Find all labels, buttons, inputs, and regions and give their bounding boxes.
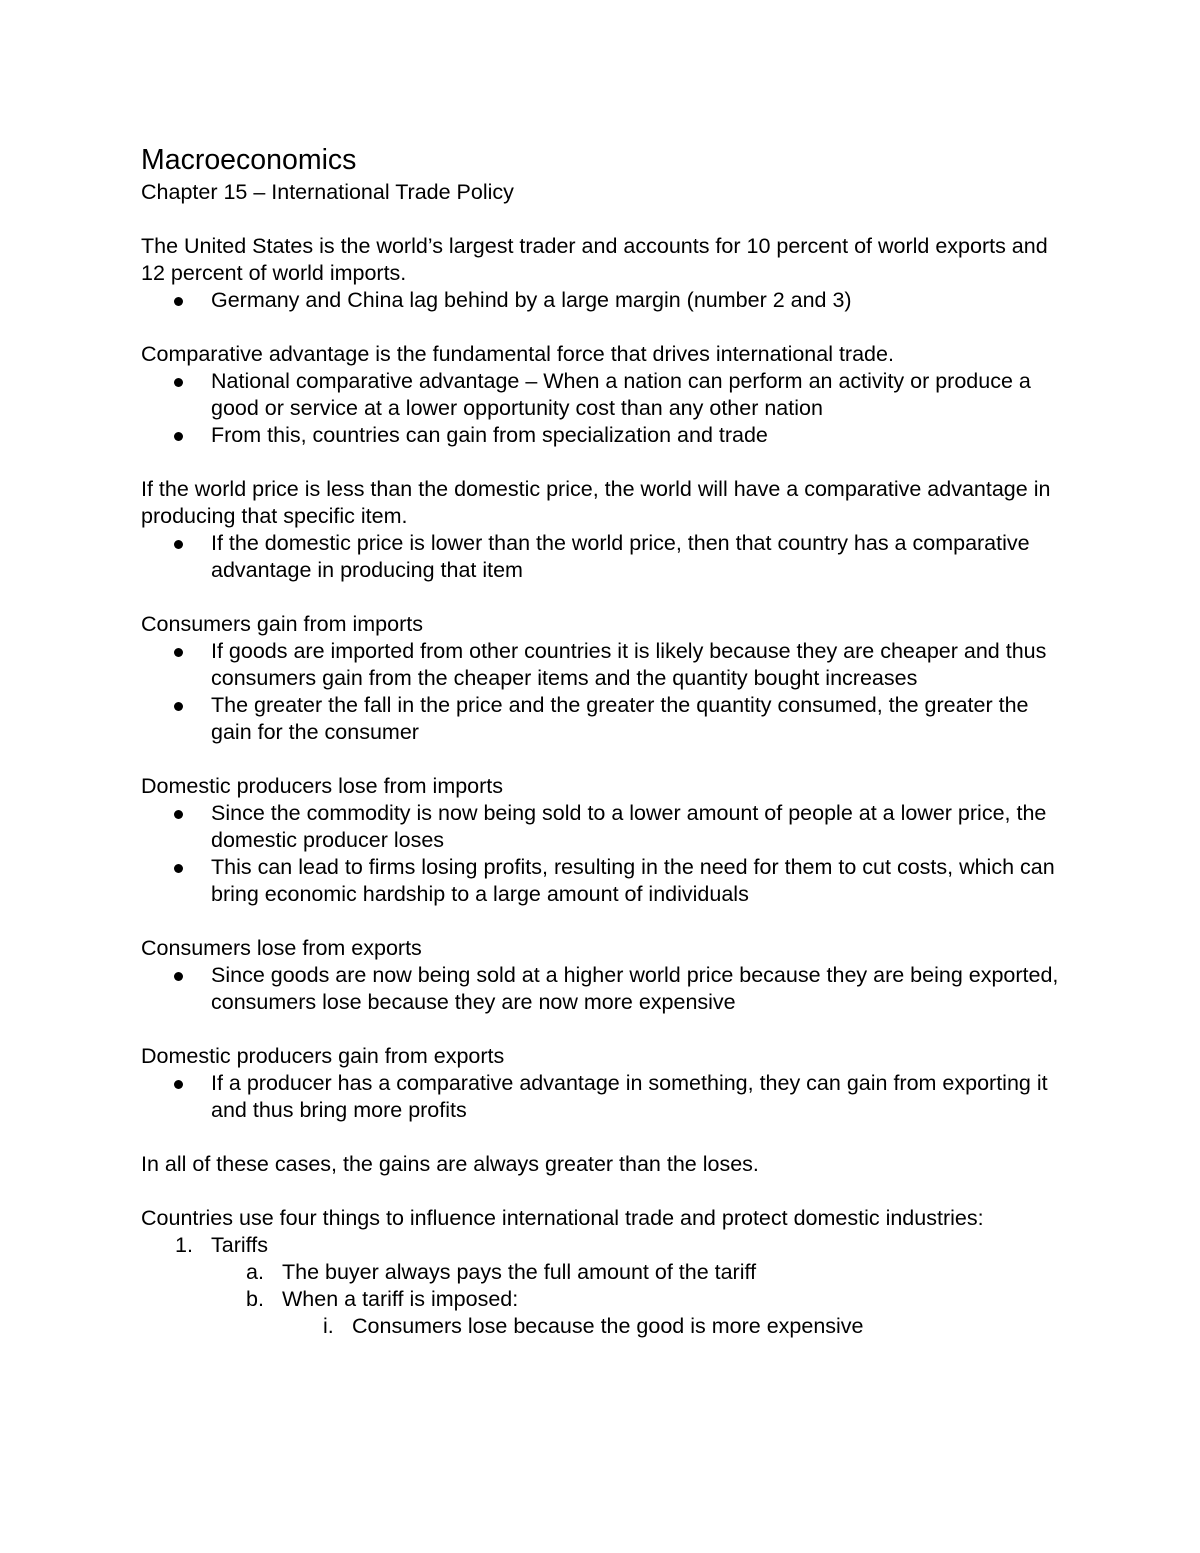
list-item (141, 800, 1061, 854)
blank-line (141, 584, 1061, 611)
list-item (141, 287, 1061, 314)
blank-line (141, 1124, 1061, 1151)
bullet-icon (174, 648, 183, 657)
bullet-icon (174, 864, 183, 873)
bullet-icon (174, 810, 183, 819)
bullet-icon (174, 972, 183, 981)
list-item-text: When a tariff is imposed: (282, 1287, 519, 1311)
section-intro: Consumers lose from exports (141, 936, 422, 960)
list-item-text: Tariffs (211, 1233, 268, 1257)
bullet-icon (174, 432, 183, 441)
list-item-text: This can lead to firms losing profits, resulting in the need for them to cut costs, which can bring economic hardship to a large amount of individuals (211, 855, 1055, 906)
list-item (141, 530, 1061, 584)
section-intro: Domestic producers gain from exports (141, 1044, 505, 1068)
list-item-text: National comparative advantage – When a nation can perform an activity or produce a good or service at a lower opportunity cost than any other nation (211, 369, 1031, 420)
list-item-text: Germany and China lag behind by a large margin (number 2 and 3) (211, 288, 852, 312)
summary-text: In all of these cases, the gains are always greater than the loses. (141, 1152, 759, 1176)
bullet-icon (174, 540, 183, 549)
blank-line (141, 746, 1061, 773)
list-item-text: The greater the fall in the price and the greater the quantity consumed, the greater the gain for the consumer (211, 693, 1029, 744)
document-content (141, 141, 1061, 1340)
list-item-text: If the domestic price is lower than the world price, then that country has a comparative advantage in producing that item (211, 531, 1030, 582)
section-intro: If the world price is less than the domestic price, the world will have a comparative advantage in producing that specific item. (141, 477, 1051, 528)
list-marker: i. (323, 1314, 334, 1338)
list-item (141, 368, 1061, 422)
blank-line (141, 206, 1061, 233)
list-item (141, 854, 1061, 908)
section-intro: Comparative advantage is the fundamental force that drives international trade. (141, 342, 894, 366)
bullet-icon (174, 378, 183, 387)
bullet-icon (174, 1080, 183, 1089)
list-item (141, 422, 1061, 449)
list-marker: 1. (175, 1233, 193, 1257)
list-item-text: If goods are imported from other countries it is likely because they are cheaper and thus consumers gain from the cheaper items and the quantity bought increases (211, 639, 1047, 690)
list-marker: b. (246, 1287, 264, 1311)
list-item (141, 962, 1061, 1016)
list-item-text: If a producer has a comparative advantage in something, they can gain from exporting it and thus bring more profits (211, 1071, 1048, 1122)
roman-list-item (141, 1313, 1061, 1340)
list-item-text: Since goods are now being sold at a higher world price because they are being exported, consumers lose because they are now more expensive (211, 963, 1059, 1014)
blank-line (141, 908, 1061, 935)
section-intro: Consumers gain from imports (141, 612, 423, 636)
list-marker: a. (246, 1260, 264, 1284)
blank-line (141, 1178, 1061, 1205)
section-intro: The United States is the world’s largest trader and accounts for 10 percent of world exports and 12 percent of world imports. (141, 234, 1048, 285)
document-title: Macroeconomics (141, 144, 357, 176)
section-intro: Domestic producers lose from imports (141, 774, 504, 798)
numbered-list-item (141, 1232, 1061, 1259)
list-item (141, 692, 1061, 746)
blank-line (141, 1016, 1061, 1043)
list-item-text: Since the commodity is now being sold to a lower amount of people at a lower price, the domestic producer loses (211, 801, 1047, 852)
list-item (141, 1070, 1061, 1124)
blank-line (141, 314, 1061, 341)
list-item-text: The buyer always pays the full amount of the tariff (282, 1260, 757, 1284)
bullet-icon (174, 702, 183, 711)
blank-line (141, 449, 1061, 476)
lettered-list-item (141, 1286, 1061, 1313)
list-item-text: From this, countries can gain from specialization and trade (211, 423, 768, 447)
lettered-list-item (141, 1259, 1061, 1286)
bullet-icon (174, 297, 183, 306)
list-item-text: Consumers lose because the good is more expensive (352, 1314, 864, 1338)
list-item (141, 638, 1061, 692)
document-subtitle: Chapter 15 – International Trade Policy (141, 180, 514, 204)
section-intro: Countries use four things to influence international trade and protect domestic industries: (141, 1206, 984, 1230)
